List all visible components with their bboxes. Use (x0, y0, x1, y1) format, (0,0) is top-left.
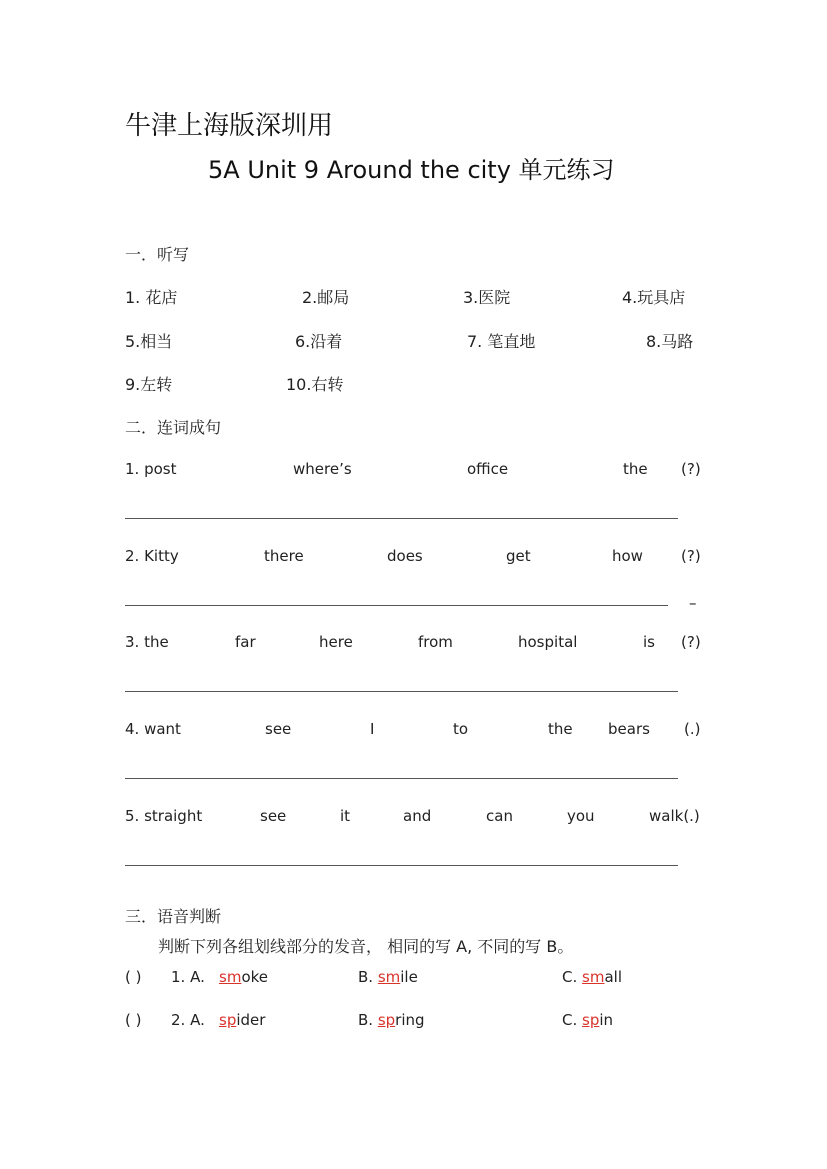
word-tile: the (623, 460, 648, 478)
punctuation: (?) (681, 460, 701, 478)
word-tile: does (387, 547, 423, 565)
word-tile: get (506, 547, 531, 565)
punctuation: (?) (681, 547, 701, 565)
punctuation: (.) (684, 720, 701, 738)
option-rest: in (599, 1011, 614, 1029)
trailing-dash: – (689, 594, 697, 612)
answer-blank[interactable]: ( ) (125, 968, 142, 986)
option-rest: ider (236, 1011, 266, 1029)
dictation-item: 10.右转 (286, 375, 344, 394)
word-tile: and (403, 807, 432, 825)
word-tile: 3. the (125, 633, 169, 651)
word-tile: see (265, 720, 292, 738)
section1-heading: 一．听写 (125, 245, 190, 264)
word-tile: 5. straight (125, 807, 203, 825)
underlined-sound: sp (219, 1011, 237, 1029)
word-tile: office (467, 460, 509, 478)
underlined-sound: sm (582, 968, 605, 986)
word-tile: bears (608, 720, 650, 738)
answer-line[interactable] (125, 518, 678, 519)
answer-line[interactable] (125, 691, 678, 692)
dictation-item: 7. 笔直地 (467, 332, 536, 351)
word-tile: how (612, 547, 643, 565)
dictation-item: 8.马路 (646, 332, 694, 351)
word-tile: 1. post (125, 460, 177, 478)
answer-line[interactable] (125, 778, 678, 779)
answer-line[interactable] (125, 605, 668, 606)
dictation-item: 3.医院 (463, 288, 511, 307)
word-tile: to (453, 720, 469, 738)
dictation-item: 2.邮局 (302, 288, 350, 307)
section2-heading: 二．连词成句 (125, 418, 222, 437)
word-tile: can (486, 807, 513, 825)
underlined-sound: sm (377, 968, 401, 986)
underlined-sound: sm (219, 968, 242, 986)
word-tile: 4. want (125, 720, 181, 738)
word-tile: from (418, 633, 453, 651)
section3-instruction: 判断下列各组划线部分的发音， 相同的写 A, 不同的写 B。 (158, 937, 574, 956)
word-tile: I (370, 720, 375, 738)
option-c (562, 1011, 613, 1029)
answer-line[interactable] (125, 865, 678, 866)
word-tile: where’s (293, 460, 352, 478)
word-tile: you (567, 807, 595, 825)
option-rest: ile (400, 968, 418, 986)
word-tile: it (340, 807, 351, 825)
word-tile: there (264, 547, 304, 565)
question-number: 1. A. (171, 968, 205, 986)
option-prefix: C. (562, 968, 583, 986)
section3-heading: 三．语音判断 (125, 907, 222, 926)
option-c (562, 968, 622, 986)
question-number: 2. A. (171, 1011, 205, 1029)
option-rest: oke (241, 968, 268, 986)
word-tile: far (235, 633, 256, 651)
dictation-item: 6.沿着 (295, 332, 343, 351)
dictation-item: 9.左转 (125, 375, 173, 394)
dictation-item: 1. 花店 (125, 288, 178, 307)
word-tile: is (643, 633, 655, 651)
option-b (358, 968, 418, 986)
option-prefix: C. (562, 1011, 583, 1029)
word-tile: see (260, 807, 287, 825)
option-rest: ring (395, 1011, 425, 1029)
option-rest: all (604, 968, 622, 986)
option-prefix: B. (358, 968, 378, 986)
punctuation: (?) (681, 633, 701, 651)
option-a (219, 968, 268, 986)
underlined-sound: sp (582, 1011, 600, 1029)
underlined-sound: sp (377, 1011, 396, 1029)
word-tile: here (319, 633, 353, 651)
dictation-item: 4.玩具店 (622, 288, 686, 307)
option-b (358, 1011, 425, 1029)
page-title: 5A Unit 9 Around the city 单元练习 (208, 156, 615, 184)
option-prefix: B. (358, 1011, 378, 1029)
answer-blank[interactable]: ( ) (125, 1011, 142, 1029)
word-tile: the (548, 720, 573, 738)
word-tile: hospital (518, 633, 578, 651)
word-tile: walk(.) (649, 807, 700, 825)
dictation-item: 5.相当 (125, 332, 173, 351)
publisher-title: 牛津上海版深圳用 (125, 111, 334, 141)
word-tile: 2. Kitty (125, 547, 179, 565)
option-a (219, 1011, 265, 1029)
